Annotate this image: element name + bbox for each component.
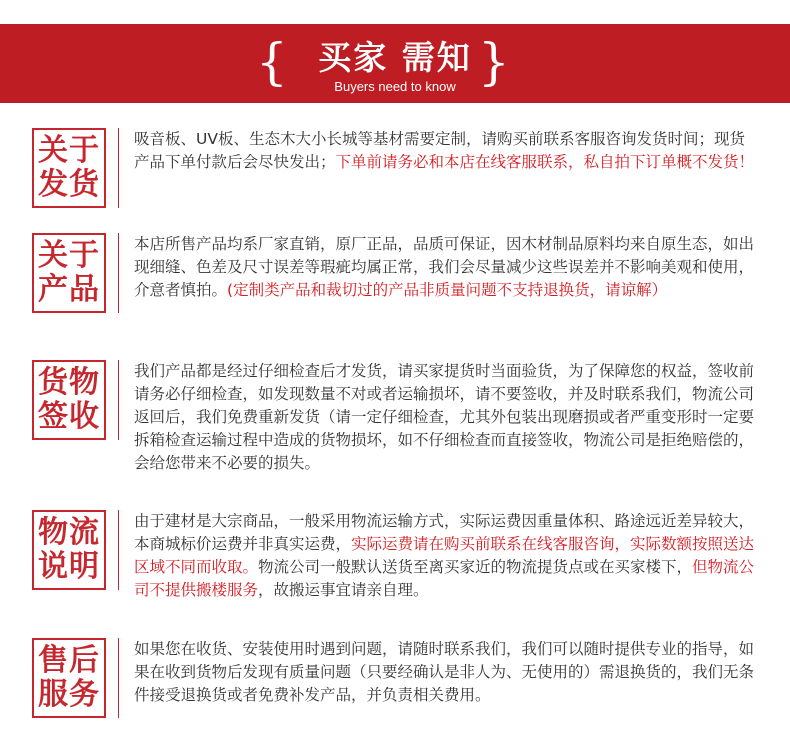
section-badge	[32, 128, 106, 208]
text-normal: ，故搬运事宜请亲自理。	[258, 581, 429, 599]
badge-line-2: 服务	[38, 677, 100, 712]
page-title: 买家 需知	[318, 38, 472, 77]
divider-line	[118, 638, 119, 718]
badge-line-2: 产品	[38, 272, 100, 307]
text-normal: 由于建材是大宗商品，一般采用物流运输方式，实际运费因重量体积、路途远近差异较大，本商城标价运费并非真实运费，	[134, 512, 755, 553]
badge-line-1: 货物	[38, 365, 100, 400]
badge-line-1: 关于	[38, 133, 100, 168]
text-normal: 物流公司一般默认送货至离买家近的物流提货点或在买家楼下，	[258, 558, 693, 576]
section-text	[134, 128, 760, 174]
divider-line	[118, 510, 119, 590]
text-normal: 本店所售产品均系厂家直销，原厂正品，品质可保证，因木材制品原料均来自原生态，如出现细缝、色差及尺寸误差等瑕疵均属正常，我们会尽量减少这些误差并不影响美观和使用，介意者慎拍。	[134, 235, 755, 299]
section-badge	[32, 510, 106, 590]
badge-line-1: 售后	[38, 643, 100, 678]
badge-line-1: 关于	[38, 238, 100, 273]
text-normal: 如果您在收货、安装使用时遇到问题，请随时联系我们，我们可以随时提供专业的指导，如果在收到货物后发现有质量问题（只要经确认是非人为、无使用的）需退换货的，我们无条件接受退换货或者免费补发产品，并负责相关费用。	[134, 640, 755, 704]
section-text	[134, 638, 760, 707]
page-subtitle: Buyers need to know	[334, 79, 456, 94]
text-highlight: 下单前请务必和本店在线客服联系，私自拍下订单概不发货！	[335, 153, 755, 171]
section-badge	[32, 638, 106, 718]
section-badge	[32, 233, 106, 313]
header-banner	[0, 24, 790, 103]
text-highlight: 但物流公司不提供搬楼服务	[134, 558, 755, 599]
badge-line-2: 发货	[38, 167, 100, 202]
left-brace: {	[256, 33, 288, 91]
divider-line	[118, 233, 119, 313]
divider-line	[118, 128, 119, 208]
badge-line-1: 物流	[38, 515, 100, 550]
badge-line-2: 签收	[38, 399, 100, 434]
right-brace: }	[478, 33, 510, 91]
text-normal: 我们产品都是经过仔细检查后才发货，请买家提货时当面验货，为了保障您的权益，签收前请务必仔细检查，如发现数量不对或者运输损坏，请不要签收，并及时联系我们，物流公司返回后，我们免费重新发货（请一定仔细检查，尤其外包装出现磨损或者严重变形时一定要拆箱检查运输过程中造成的货物损坏，如不仔细检查而直接签收，物流公司是拒绝赔偿的，会给您带来不必要的损失。	[134, 362, 755, 472]
divider-line	[118, 360, 119, 440]
text-highlight: (定制类产品和裁切过的产品非质量问题不支持退换货，请谅解）	[227, 281, 668, 299]
section-text	[134, 360, 760, 475]
section-text	[134, 510, 760, 602]
section-badge	[32, 360, 106, 440]
text-normal: 吸音板、UV板、生态木大小长城等基材需要定制，请购买前联系客服咨询发货时间；现货产品下单付款后会尽快发出；	[134, 130, 745, 171]
section-text	[134, 233, 760, 302]
text-highlight: 实际运费请在购买前联系在线客服咨询，实际数额按照送达区域不同而收取。	[134, 535, 755, 576]
badge-line-2: 说明	[38, 549, 100, 584]
